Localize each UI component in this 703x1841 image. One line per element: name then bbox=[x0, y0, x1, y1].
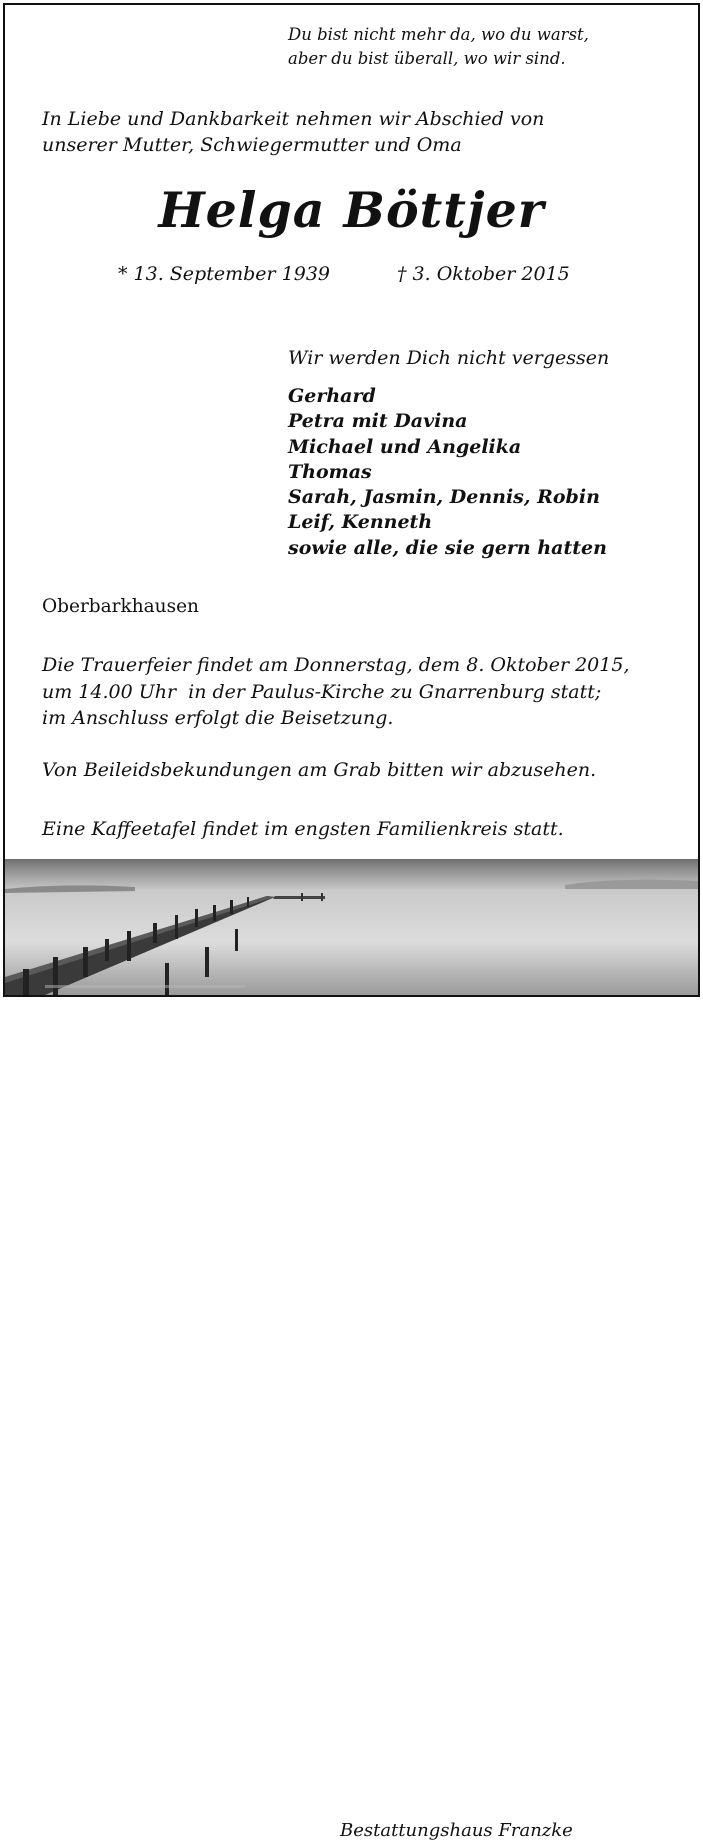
service-line-3: im Anschluss erfolgt die Beisetzung. bbox=[42, 707, 394, 729]
mourner-entry: Michael und Angelika bbox=[288, 435, 522, 458]
intro-line-1: In Liebe und Dankbarkeit nehmen wir Abschied von bbox=[42, 108, 545, 130]
mourners-list bbox=[288, 384, 607, 561]
service-line-1: Die Trauerfeier findet am Donnerstag, dem 8. Oktober 2015, bbox=[42, 654, 630, 676]
mourner-entry: Petra mit Davina bbox=[288, 410, 468, 433]
mourner-entry: Gerhard bbox=[288, 385, 376, 407]
service-info bbox=[42, 652, 682, 732]
intro-line-2: unserer Mutter, Schwiegermutter und Oma bbox=[42, 134, 462, 156]
mourner-entry: Sarah, Jasmin, Dennis, Robin bbox=[288, 486, 600, 509]
mourner-entry: sowie alle, die sie gern hatten bbox=[288, 536, 607, 559]
quote-line-2: aber du bist überall, wo wir sind. bbox=[288, 49, 566, 68]
deceased-name: Helga Böttjer bbox=[158, 181, 545, 239]
lake-jetty-image bbox=[5, 859, 698, 1841]
mourner-entry: Leif, Kenneth bbox=[288, 511, 433, 534]
service-line-2: um 14.00 Uhr in der Paulus-Kirche zu Gnarrenburg statt; bbox=[42, 680, 602, 703]
remembrance-line: Wir werden Dich nicht vergessen bbox=[288, 347, 610, 369]
intro-text bbox=[42, 106, 662, 158]
memorial-quote bbox=[288, 23, 589, 71]
funeral-home: Bestattungshaus Franzke bbox=[340, 1820, 573, 1841]
lake-jetty-illustration bbox=[5, 859, 698, 995]
obituary-notice bbox=[3, 3, 700, 1841]
birth-date: * 13. September 1939 bbox=[118, 263, 330, 285]
place-name: Oberbarkhausen bbox=[42, 596, 199, 617]
quote-line-1: Du bist nicht mehr da, wo du warst, bbox=[288, 25, 589, 44]
mourner-entry: Thomas bbox=[288, 460, 372, 483]
condolences-note: Von Beileidsbekundungen am Grab bitten wir abzusehen. bbox=[42, 759, 597, 781]
coffee-note: Eine Kaffeetafel findet im engsten Familienkreis statt. bbox=[42, 818, 564, 840]
death-date: † 3. Oktober 2015 bbox=[397, 263, 570, 285]
